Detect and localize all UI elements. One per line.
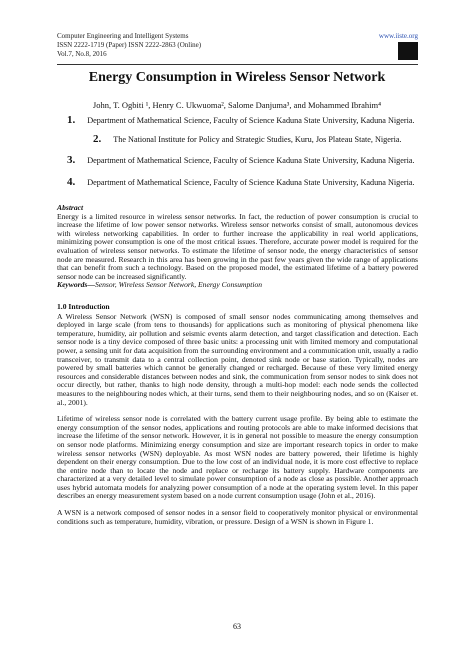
affiliation-3 bbox=[67, 154, 415, 166]
affiliation-number: 2. bbox=[93, 133, 102, 145]
abstract-text: Energy is a limited resource in wireless sensor networks. In fact, the reduction of power consumption is crucial to increase the lifetime of low power sensor networks. Wireless sensor networks consist of small, autonomous devices with wireless networking capabilities. In order to further increase the applicability in real world applications, minimizing power consumption is one of the most critical issues. Therefore, accurate power model is required for the evaluation of wireless sensor networks. To estimate the lifetime of sensor node, the energy characteristics of sensor node are measured. Research in this area has been growing in the past few years given the wide range of applications that can benefit from such a technology. Based on the proposed model, the estimated lifetime of a battery powered sensor node can be increased significantly. bbox=[57, 211, 418, 281]
abstract-section bbox=[57, 204, 418, 290]
journal-name: Computer Engineering and Intelligent Systems bbox=[57, 32, 189, 40]
affiliation-text: The National Institute for Policy and Strategic Studies, Kuru, Jos Plateau State, Nigeria. bbox=[113, 135, 402, 144]
affiliation-1 bbox=[67, 114, 415, 126]
affiliation-text: Department of Mathematical Science, Faculty of Science Kaduna State University, Kaduna Nigeria. bbox=[87, 178, 415, 187]
introduction-section bbox=[57, 303, 418, 526]
author-list: John, T. Ogbiti ¹, Henry C. Ukwuoma², Salome Danjuma³, and Mohammed Ibrahim⁴ bbox=[92, 100, 382, 110]
issn-line: ISSN 2222-1719 (Paper) ISSN 2222-2863 (Online) bbox=[57, 41, 202, 49]
journal-url-link[interactable]: www.iiste.org bbox=[378, 32, 418, 40]
affiliation-number: 4. bbox=[67, 176, 76, 188]
keywords-text: Sensor, Wireless Sensor Network, Energy Consumption bbox=[94, 280, 263, 290]
affiliation-number: 3. bbox=[67, 154, 76, 166]
page-number: 63 bbox=[233, 622, 241, 631]
paper-title: Energy Consumption in Wireless Sensor Network bbox=[88, 70, 386, 85]
affiliation-4 bbox=[67, 176, 415, 188]
intro-paragraph-3: A WSN is a network composed of sensor nodes in a sensor field to cooperatively monitor physical or environmental conditions such as temperature, humidity, vibration, or pressure. Design of a WSN is shown in Figure 1. bbox=[57, 508, 418, 526]
intro-heading: 1.0 Introduction bbox=[57, 302, 110, 311]
header-divider bbox=[57, 64, 418, 65]
abstract-heading: Abstract bbox=[57, 203, 84, 212]
affiliation-text: Department of Mathematical Science, Faculty of Science Kaduna State University, Kaduna Nigeria. bbox=[87, 156, 415, 165]
affiliation-2 bbox=[93, 133, 402, 145]
iiste-logo bbox=[398, 42, 418, 60]
keywords-line bbox=[57, 281, 418, 290]
keywords-label: Keywords— bbox=[57, 280, 95, 290]
affiliation-text: Department of Mathematical Science, Faculty of Science Kaduna State University, Kaduna Nigeria. bbox=[87, 116, 415, 125]
intro-paragraph-1: A Wireless Sensor Network (WSN) is composed of small sensor nodes communicating among themselves and deployed in large scale (from tens to thousands) for applications such as monitoring of physical phenomena like temperature, humidity, air pollution and seismic events alarm detection, and target classification and detection. Each sensor node is a tiny device composed of three basic units: a processing unit with limited memory and computational power, a sensing unit for data acquisition from the surrounding environment and a communication unit, usually a radio transceiver, to transmit data to a central collection point, denoted sink node or base station. Typically, nodes are powered by small batteries which cannot be generally changed or recharged. Because of these very limited energy resources and considerable distances between nodes and sink, the communication from sensor nodes to sink does not occur directly, but rather, thanks to high node density, through a multi-hop model: each node sends the collected measures to the neighbouring nodes which, at their turns, send them to their neighbouring nodes, and so on (Kaiser et. al., 2001). bbox=[57, 311, 418, 407]
volume-line: Vol.7, No.8, 2016 bbox=[57, 50, 107, 58]
affiliation-number: 1. bbox=[67, 114, 76, 126]
intro-paragraph-2: Lifetime of wireless sensor node is correlated with the battery current usage profile. By being able to estimate the energy consumption of the sensor nodes, applications and routing protocols are able to make informed decisions that increase the lifetime of the sensor network. However, it is in general not possible to measure the energy consumption on sensor node platforms. Minimizing energy consumption and size are important research topics in order to make wireless sensor networks (WSN) deployable. As most WSN nodes are battery powered, their lifetime is highly dependent on their energy consumption. Due to the low cost of an individual node, it is more cost effective to replace the entire node than to locate the node and replace or recharge its battery supply. Hardware components are characterized at a very detailed level to simulate power consumption of a node as close as possible. Another approach uses hybrid automata models for analyzing power consumption of a node at the operating system level. In this paper describes an energy measurement system based on a node current consumption usage (John et al., 2016). bbox=[57, 414, 418, 501]
